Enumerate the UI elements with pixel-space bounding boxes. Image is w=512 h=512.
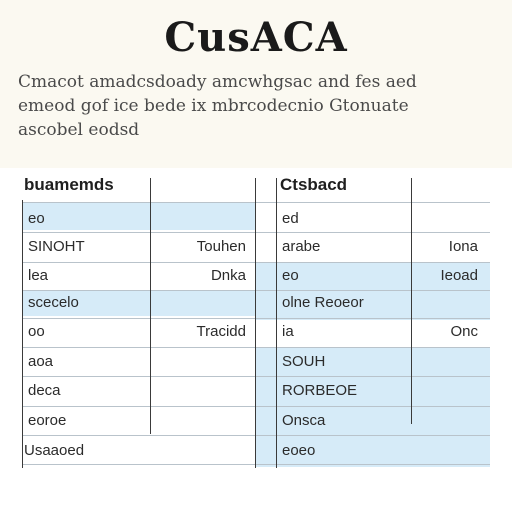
row-divider	[22, 290, 490, 291]
column-divider	[22, 200, 23, 468]
table-cell: aoa	[28, 353, 54, 370]
table-cell: Tracidd	[196, 323, 246, 340]
table-cell: Dnka	[210, 267, 246, 284]
table-cell: lea	[28, 267, 49, 284]
column-divider	[411, 178, 412, 424]
intro-line: ascobel eodsd	[18, 120, 140, 140]
table-cell: scecelo	[28, 294, 79, 311]
row-divider	[22, 262, 490, 263]
table-cell: Usaaoed	[24, 442, 85, 459]
table-cell: eo	[282, 267, 299, 284]
row-divider	[22, 347, 490, 348]
table-cell: deca	[28, 382, 61, 399]
table-cell: RORBEOE	[282, 382, 358, 399]
row-divider	[22, 318, 490, 319]
table-cell: Touhen	[196, 238, 246, 255]
document-title: CusACA	[164, 14, 348, 61]
table-cell: olne Reoeor	[282, 294, 364, 311]
column-divider	[276, 178, 277, 468]
table-cell: SOUH	[282, 353, 326, 370]
row-divider	[22, 406, 490, 407]
table-cell: eoroe	[28, 412, 67, 429]
row-divider	[22, 232, 490, 233]
table-cell: Onc	[450, 323, 478, 340]
row-divider	[22, 376, 490, 377]
column-divider	[255, 178, 256, 468]
table-header-left: buamemds	[24, 175, 114, 194]
row-divider	[22, 435, 490, 436]
row-divider	[22, 464, 490, 465]
table-cell: oo	[28, 323, 45, 340]
intro-paragraph	[18, 70, 504, 142]
table-cell: Ieoad	[440, 267, 478, 284]
table-cell: eoeo	[282, 442, 316, 459]
table-cell: ia	[282, 323, 294, 340]
table-cell: Onsca	[282, 412, 326, 429]
table-cell: Iona	[448, 238, 478, 255]
table-cell: arabe	[282, 238, 321, 255]
row-divider	[22, 202, 490, 203]
data-table	[22, 172, 492, 472]
intro-line: emeod gof ice bede ix mbrcodecnio Gtonuate	[18, 96, 409, 116]
table-header-right: Ctsbacd	[280, 175, 348, 194]
table-cell: eo	[28, 210, 45, 227]
intro-line: Cmacot amadcsdoady amcwhgsac and fes aed	[18, 72, 417, 92]
row-shade	[22, 202, 255, 230]
column-divider	[150, 178, 151, 434]
table-cell: ed	[282, 210, 299, 227]
table-cell: SINOHT	[28, 238, 85, 255]
